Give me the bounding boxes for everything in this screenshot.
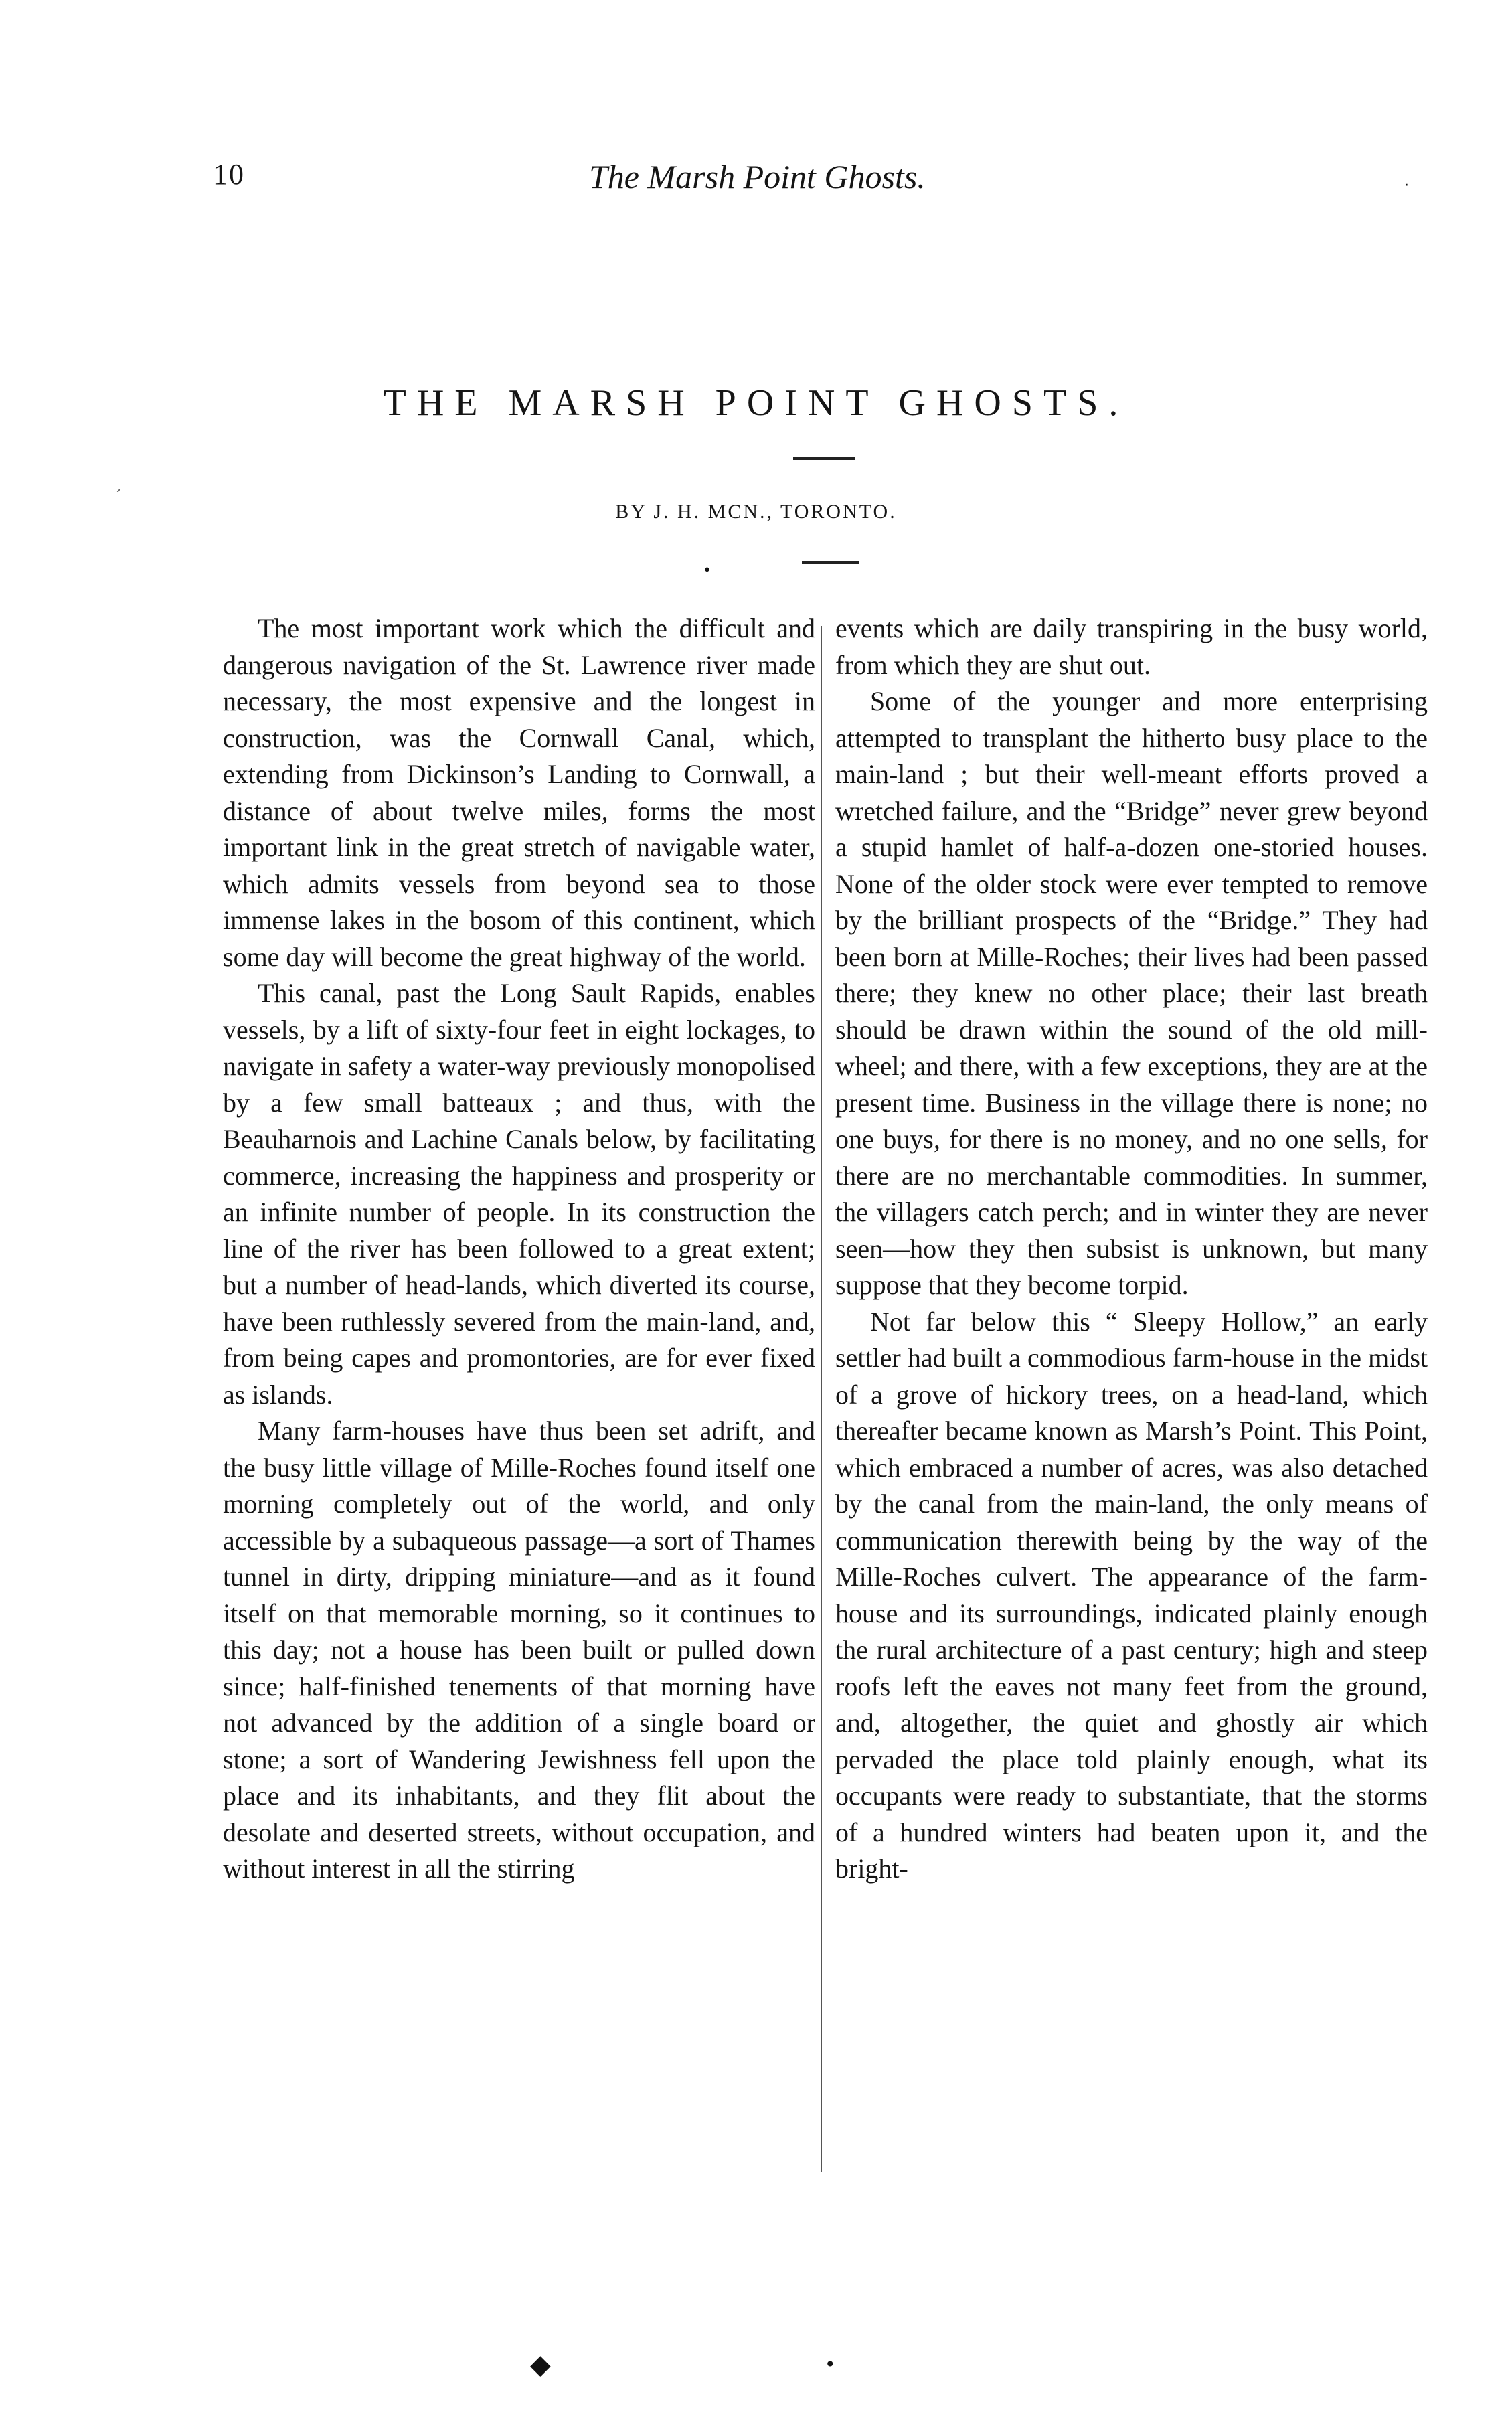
- byline: BY J. H. MCN., TORONTO.: [615, 501, 897, 523]
- right-column: [835, 610, 1428, 1888]
- title-rule: [793, 457, 855, 460]
- article-title: THE MARSH POINT GHOSTS.: [383, 382, 1129, 424]
- ink-speck: ·: [1404, 177, 1409, 194]
- running-head: [0, 157, 1512, 211]
- paragraph: Not far below this “ Sleepy Hollow,” an early settler had built a commodious farm-house in the midst of a grove of hickory trees, on a head-land, which thereafter became known as Marsh’s Point. This Point, which embraced a number of acres, was also detached by the canal from the main-land, the only means of communication therewith being by the way of the Mille-Roches culvert. The appearance of the farm-house and its surroundings, indicated plainly enough the rural architecture of a past century; high and steep roofs left the eaves not many feet from the ground, and, altogether, the quiet and ghostly air which pervaded the place told plainly enough, what its occupants were ready to substantiate, that the storms of a hundred winters had beaten upon it, and the bright-: [835, 1306, 1428, 1884]
- column-divider: [821, 626, 822, 2172]
- paragraph: Many farm-houses have thus been set adrift, and the busy little village of Mille-Roches found itself one morning completely out of the world, and only accessible by a subaqueous passage—a sort of Thames tunnel in dirty, dripping miniature—and as it found itself on that memorable morning, so it continues to this day; not a house has been built or pulled down since; half-finished tenements of that morning have not advanced by the addition of a single board or stone; a sort of Wandering Jewishness fell upon the place and its inhabitants, and they flit about the desolate and deserted streets, without occupation, and without interest in all the stirring: [223, 1416, 815, 1884]
- ink-blot: •: [825, 2353, 836, 2376]
- page-number: 10: [213, 158, 245, 191]
- paragraph: The most important work which the difficult and dangerous navigation of the St. Lawrence river made necessary, the most expensive and the longest in construction, was the Cornwall Canal, which, extending from Dickinson’s Landing to Cornwall, a distance of about twelve miles, forms the most important link in the great stretch of navigable water, which admits vessels from beyond sea to those immense lakes in the bosom of this continent, which some day will become the great highway of the world.: [223, 613, 815, 972]
- ink-speck: •: [703, 562, 711, 579]
- paragraph: Some of the younger and more enterprising attempted to transplant the hitherto busy place to the main-land ; but their well-meant efforts proved a wretched failure, and the “Bridge” never grew beyond a stupid hamlet of half-a-dozen one-storied houses. None of the older stock were ever tempted to remove by the brilliant prospects of the “Bridge.” They had been born at Mille-Roches; their lives had been passed there; they knew no other place; their last breath should be drawn within the sound of the old mill-wheel; and there, with a few exceptions, they are at the present time. Business in the village there is none; no one buys, for there is no money, and no one sells, for there are no merchantable commodities. In summer, the villagers catch perch; and in winter they are never seen—how they then subsist is unknown, but many suppose that they become torpid.: [835, 686, 1428, 1300]
- running-title: The Marsh Point Ghosts.: [589, 158, 926, 195]
- byline-rule: [802, 561, 859, 564]
- paragraph-continuation: events which are daily transpiring in the busy world, from which they are shut out.: [835, 613, 1428, 680]
- paragraph: This canal, past the Long Sault Rapids, enables vessels, by a lift of sixty-four feet in eight lockages, to navigate in safety a water-way previously monopolised by a few small batteaux ; and thus, with the Beauharnois and Lachine Canals below, by facilitating commerce, increasing the happiness and prosperity or an infinite number of people. In its construction the line of the river has been followed to a great extent; but a number of head-lands, which diverted its course, have been ruthlessly severed from the main-land, and, from being capes and promontories, are for ever fixed as islands.: [223, 978, 815, 1410]
- margin-tick: ˊ: [114, 487, 122, 507]
- left-column: [223, 610, 815, 1888]
- ink-blot: ◆: [530, 2349, 551, 2380]
